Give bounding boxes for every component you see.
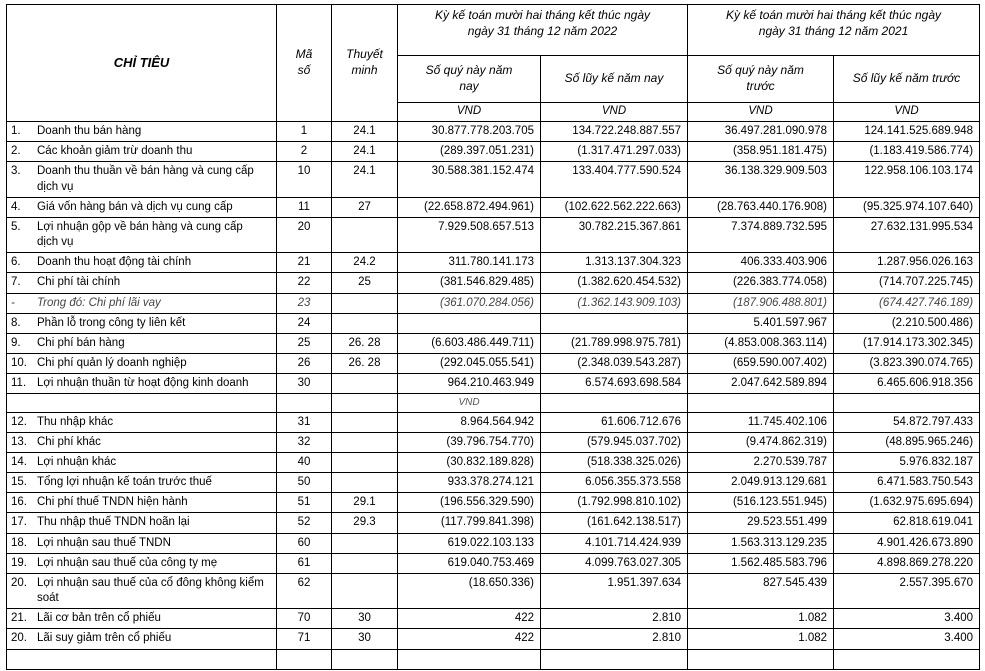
row-value-q-last-year: 1.082 — [688, 629, 834, 649]
row-label-cell — [7, 629, 277, 649]
row-value-cum-last-year: (48.895.965.246) — [834, 432, 980, 452]
header-thuyet-minh-line2: minh — [351, 63, 378, 77]
row-value-cum-last-year: (1.183.419.586.774) — [834, 142, 980, 162]
row-label: Giá vốn hàng bán và dịch vụ cung cấp — [37, 200, 233, 213]
row-value-q-last-year: 2.049.913.129.681 — [688, 473, 834, 493]
row-value-cum-this-year: 6.056.355.373.558 — [541, 473, 688, 493]
header-thuyet-minh — [332, 5, 398, 122]
row-label-cell — [7, 573, 277, 608]
empty-cell-note — [332, 649, 398, 669]
row-number: 2. — [11, 145, 21, 158]
row-code: 62 — [277, 573, 332, 608]
row-note — [332, 533, 398, 553]
row-note — [332, 374, 398, 394]
row-value-cum-this-year: 6.574.693.698.584 — [541, 374, 688, 394]
row-value-q-last-year: (187.906.488.801) — [688, 293, 834, 313]
row-label: Chi phí quản lý doanh nghiệp — [37, 357, 187, 370]
table-row — [7, 217, 980, 252]
row-label: Doanh thu hoạt động tài chính — [37, 256, 192, 269]
row-label-cell — [7, 273, 277, 293]
table-row — [7, 452, 980, 472]
header-ma-so-line2: số — [297, 63, 311, 77]
row-note: 24.1 — [332, 162, 398, 197]
row-value-q-last-year: 5.401.597.967 — [688, 313, 834, 333]
row-value-q-last-year: 1.082 — [688, 609, 834, 629]
row-note: 29.1 — [332, 493, 398, 513]
row-label-cell — [7, 122, 277, 142]
table-row — [7, 142, 980, 162]
row-number: 4. — [11, 200, 21, 213]
separator-unit-1: VND — [398, 394, 541, 412]
row-value-q-last-year: 29.523.551.499 — [688, 513, 834, 533]
header-quarter-last-year — [688, 56, 834, 103]
row-code: 52 — [277, 513, 332, 533]
row-value-cum-last-year: (3.823.390.074.765) — [834, 354, 980, 374]
row-value-q-last-year: 7.374.889.732.595 — [688, 217, 834, 252]
table-row — [7, 374, 980, 394]
row-value-cum-last-year: 4.901.426.673.890 — [834, 533, 980, 553]
row-number: 6. — [11, 256, 21, 269]
row-label: Thu nhập thuế TNDN hoãn lại — [37, 516, 190, 529]
row-value-cum-last-year: 6.465.606.918.356 — [834, 374, 980, 394]
row-code: 21 — [277, 253, 332, 273]
row-note — [332, 573, 398, 608]
empty-cell-3 — [688, 649, 834, 669]
row-value-q-last-year: (9.474.862.319) — [688, 432, 834, 452]
separator-cell-note — [332, 394, 398, 412]
header-quarter-last-year-line2: trước — [746, 79, 775, 93]
row-value-q-this-year: 30.588.381.152.474 — [398, 162, 541, 197]
row-label: Chi phí tài chính — [37, 276, 121, 289]
table-row — [7, 412, 980, 432]
row-label-cell — [7, 197, 277, 217]
row-note — [332, 217, 398, 252]
table-row — [7, 609, 980, 629]
row-number: 12. — [11, 415, 27, 428]
row-label: Chi phí khác — [37, 435, 101, 448]
row-number: 17. — [11, 516, 27, 529]
row-value-q-last-year: (358.951.181.475) — [688, 142, 834, 162]
row-label: Lãi cơ bản trên cổ phiếu — [37, 612, 161, 625]
header-cumulative-last-year: Số lũy kế năm trước — [834, 56, 980, 103]
row-label: Chi phí thuế TNDN hiện hành — [37, 496, 188, 509]
row-value-cum-this-year: (1.362.143.909.103) — [541, 293, 688, 313]
row-label: Lợi nhuận khác — [37, 455, 117, 468]
row-number: 20. — [11, 632, 27, 645]
row-label-cell — [7, 609, 277, 629]
row-value-cum-last-year: (714.707.225.745) — [834, 273, 980, 293]
row-value-q-this-year: (6.603.486.449.711) — [398, 333, 541, 353]
row-label-cell — [7, 553, 277, 573]
row-value-cum-this-year: 4.099.763.027.305 — [541, 553, 688, 573]
header-row-groups — [7, 5, 980, 56]
row-value-cum-last-year: 124.141.525.689.948 — [834, 122, 980, 142]
row-number: - — [11, 296, 15, 309]
row-value-cum-last-year: 122.958.106.103.174 — [834, 162, 980, 197]
row-code: 24 — [277, 313, 332, 333]
header-unit-2: VND — [541, 103, 688, 122]
row-code: 32 — [277, 432, 332, 452]
row-label: Lợi nhuận thuần từ hoạt động kinh doanh — [37, 377, 249, 390]
row-number: 21. — [11, 612, 27, 625]
row-label-cell — [7, 162, 277, 197]
row-value-cum-this-year: (161.642.138.517) — [541, 513, 688, 533]
table-row — [7, 293, 980, 313]
row-label: Thu nhập khác — [37, 415, 114, 428]
row-note: 26. 28 — [332, 333, 398, 353]
row-code: 23 — [277, 293, 332, 313]
row-number: 1. — [11, 125, 21, 137]
row-value-cum-this-year: (1.792.998.810.102) — [541, 493, 688, 513]
row-value-q-this-year: 422 — [398, 609, 541, 629]
row-note — [332, 452, 398, 472]
row-value-cum-this-year: 4.101.714.424.939 — [541, 533, 688, 553]
empty-cell-label — [7, 649, 277, 669]
row-code: 51 — [277, 493, 332, 513]
row-code: 30 — [277, 374, 332, 394]
table-row — [7, 629, 980, 649]
row-number: 13. — [11, 435, 27, 448]
row-value-cum-last-year: (674.427.746.189) — [834, 293, 980, 313]
row-note: 25 — [332, 273, 398, 293]
row-code: 70 — [277, 609, 332, 629]
separator-cell-2 — [541, 394, 688, 412]
table-row — [7, 162, 980, 197]
row-code: 25 — [277, 333, 332, 353]
row-number: 8. — [11, 316, 21, 329]
row-value-q-last-year: 2.047.642.589.894 — [688, 374, 834, 394]
table-row — [7, 122, 980, 142]
header-period-2022-line1: Kỳ kế toán mười hai tháng kết thúc ngày — [435, 8, 650, 22]
row-value-q-this-year: (18.650.336) — [398, 573, 541, 608]
row-value-cum-last-year: 1.287.956.026.163 — [834, 253, 980, 273]
row-note: 27 — [332, 197, 398, 217]
separator-cell-label — [7, 394, 277, 412]
row-number: 11. — [11, 377, 27, 390]
table-row — [7, 513, 980, 533]
row-value-q-this-year: (39.796.754.770) — [398, 432, 541, 452]
row-code: 60 — [277, 533, 332, 553]
row-value-cum-last-year: 27.632.131.995.534 — [834, 217, 980, 252]
row-label-cell — [7, 354, 277, 374]
row-number: 9. — [11, 336, 21, 349]
row-label-cell — [7, 493, 277, 513]
separator-cell-3 — [688, 394, 834, 412]
row-value-q-this-year: 311.780.141.173 — [398, 253, 541, 273]
row-value-cum-this-year: (579.945.037.702) — [541, 432, 688, 452]
row-code: 50 — [277, 473, 332, 493]
row-value-cum-this-year: 2.810 — [541, 609, 688, 629]
row-value-q-this-year: (30.832.189.828) — [398, 452, 541, 472]
table-row — [7, 493, 980, 513]
row-label: Phần lỗ trong công ty liên kết — [37, 316, 186, 329]
row-number: 10. — [11, 357, 27, 370]
row-label: Trong đó: Chi phí lãi vay — [37, 296, 161, 309]
row-code: 40 — [277, 452, 332, 472]
table-row — [7, 197, 980, 217]
separator-cell-4 — [834, 394, 980, 412]
row-value-cum-last-year: 2.557.395.670 — [834, 573, 980, 608]
header-unit-3: VND — [688, 103, 834, 122]
header-ma-so — [277, 5, 332, 122]
row-code: 31 — [277, 412, 332, 432]
row-code: 61 — [277, 553, 332, 573]
table-header — [7, 5, 980, 122]
row-value-q-last-year: (28.763.440.176.908) — [688, 197, 834, 217]
row-value-q-last-year: 2.270.539.787 — [688, 452, 834, 472]
row-note — [332, 293, 398, 313]
row-label-cell — [7, 432, 277, 452]
header-cumulative-this-year: Số lũy kế năm nay — [541, 56, 688, 103]
row-value-q-last-year: (226.383.774.058) — [688, 273, 834, 293]
row-value-q-this-year: 619.040.753.469 — [398, 553, 541, 573]
row-label: Các khoản giảm trừ doanh thu — [37, 145, 193, 158]
row-value-q-last-year: 36.138.329.909.503 — [688, 162, 834, 197]
income-statement-table — [6, 4, 980, 670]
row-label-cell — [7, 253, 277, 273]
row-code: 2 — [277, 142, 332, 162]
header-thuyet-minh-line1: Thuyết — [346, 47, 383, 62]
table-body — [7, 122, 980, 670]
table-row — [7, 573, 980, 608]
row-note — [332, 432, 398, 452]
row-number: 16. — [11, 496, 27, 509]
row-label-cell — [7, 473, 277, 493]
row-number: 14. — [11, 455, 27, 468]
row-label: Lợi nhuận sau thuế của cổ đông không kiểm soát — [37, 576, 264, 605]
row-label: Lợi nhuận sau thuế TNDN — [37, 536, 171, 549]
row-value-cum-this-year: (21.789.998.975.781) — [541, 333, 688, 353]
header-unit-1: VND — [398, 103, 541, 122]
row-number: 5. — [11, 220, 21, 233]
row-note: 24.2 — [332, 253, 398, 273]
row-code: 26 — [277, 354, 332, 374]
row-label: Lãi suy giảm trên cổ phiếu — [37, 632, 172, 645]
empty-cell-4 — [834, 649, 980, 669]
table-row — [7, 354, 980, 374]
row-note: 29.3 — [332, 513, 398, 533]
header-unit-4: VND — [834, 103, 980, 122]
row-value-q-this-year: 8.964.564.942 — [398, 412, 541, 432]
row-label: Lợi nhuận sau thuế của công ty mẹ — [37, 556, 218, 569]
row-value-q-last-year: 827.545.439 — [688, 573, 834, 608]
row-value-q-this-year: (361.070.284.056) — [398, 293, 541, 313]
row-number: 15. — [11, 476, 27, 489]
row-value-q-last-year: 406.333.403.906 — [688, 253, 834, 273]
table-row-empty — [7, 649, 980, 669]
row-value-cum-this-year: (1.382.620.454.532) — [541, 273, 688, 293]
row-note: 30 — [332, 629, 398, 649]
empty-cell-code — [277, 649, 332, 669]
row-value-q-this-year: (381.546.829.485) — [398, 273, 541, 293]
header-ma-so-line1: Mã — [295, 47, 313, 62]
row-label-cell — [7, 313, 277, 333]
empty-cell-1 — [398, 649, 541, 669]
empty-cell-2 — [541, 649, 688, 669]
row-value-cum-last-year: (17.914.173.302.345) — [834, 333, 980, 353]
row-code: 11 — [277, 197, 332, 217]
row-note: 30 — [332, 609, 398, 629]
row-value-cum-this-year: (1.317.471.297.033) — [541, 142, 688, 162]
row-label: Chi phí bán hàng — [37, 336, 125, 349]
header-quarter-this-year-line1: Số quý này năm — [425, 63, 513, 78]
table-row — [7, 473, 980, 493]
row-number: 18. — [11, 536, 27, 549]
row-value-cum-this-year: 61.606.712.676 — [541, 412, 688, 432]
row-value-cum-this-year: (518.338.325.026) — [541, 452, 688, 472]
row-value-q-this-year: 422 — [398, 629, 541, 649]
row-label-cell — [7, 533, 277, 553]
row-number: 19. — [11, 556, 27, 569]
header-period-2021-line1: Kỳ kế toán mười hai tháng kết thúc ngày — [726, 8, 942, 22]
row-note — [332, 412, 398, 432]
row-label: Tổng lợi nhuận kế toán trước thuế — [37, 476, 212, 489]
row-number: 20. — [11, 576, 27, 589]
row-note — [332, 553, 398, 573]
header-period-2022-line2: ngày 31 tháng 12 năm 2022 — [467, 23, 618, 38]
table-row — [7, 273, 980, 293]
row-value-q-this-year: 7.929.508.657.513 — [398, 217, 541, 252]
header-period-2022 — [398, 5, 688, 56]
row-label-cell — [7, 452, 277, 472]
row-note: 24.1 — [332, 122, 398, 142]
row-value-q-last-year: (516.123.551.945) — [688, 493, 834, 513]
row-value-cum-last-year: 4.898.869.278.220 — [834, 553, 980, 573]
header-quarter-this-year — [398, 56, 541, 103]
table-row — [7, 432, 980, 452]
row-value-cum-this-year: 1.951.397.634 — [541, 573, 688, 608]
row-note — [332, 313, 398, 333]
row-value-q-last-year: (659.590.007.402) — [688, 354, 834, 374]
row-label-cell — [7, 217, 277, 252]
row-value-cum-last-year: 3.400 — [834, 609, 980, 629]
row-label-cell — [7, 333, 277, 353]
row-value-cum-this-year: 134.722.248.887.557 — [541, 122, 688, 142]
row-value-cum-last-year: 6.471.583.750.543 — [834, 473, 980, 493]
row-number: 3. — [11, 165, 21, 178]
header-period-2021 — [688, 5, 980, 56]
table-row — [7, 313, 980, 333]
row-label: Lợi nhuận gộp về bán hàng và cung cấp dịch vụ — [37, 220, 243, 249]
row-value-cum-this-year — [541, 313, 688, 333]
table-row — [7, 253, 980, 273]
row-value-q-this-year: (196.556.329.590) — [398, 493, 541, 513]
row-label: Doanh thu bán hàng — [37, 125, 142, 137]
row-note: 26. 28 — [332, 354, 398, 374]
row-value-q-last-year: 1.562.485.583.796 — [688, 553, 834, 573]
row-label-cell — [7, 374, 277, 394]
row-value-cum-last-year: (95.325.974.107.640) — [834, 197, 980, 217]
row-value-q-last-year: (4.853.008.363.114) — [688, 333, 834, 353]
header-quarter-last-year-line1: Số quý này năm — [717, 63, 804, 78]
row-code: 1 — [277, 122, 332, 142]
row-label-cell — [7, 142, 277, 162]
row-value-cum-last-year: 54.872.797.433 — [834, 412, 980, 432]
table-row — [7, 553, 980, 573]
row-value-cum-this-year: 1.313.137.304.323 — [541, 253, 688, 273]
row-value-q-this-year: (22.658.872.494.961) — [398, 197, 541, 217]
row-value-q-last-year: 1.563.313.129.235 — [688, 533, 834, 553]
row-value-q-this-year: 933.378.274.121 — [398, 473, 541, 493]
row-label: Doanh thu thuần về bán hàng và cung cấp dịch vụ — [37, 165, 254, 193]
row-number: 7. — [11, 276, 21, 289]
row-value-q-this-year: (292.045.055.541) — [398, 354, 541, 374]
row-value-q-this-year: (289.397.051.231) — [398, 142, 541, 162]
row-code: 22 — [277, 273, 332, 293]
row-code: 71 — [277, 629, 332, 649]
row-value-cum-last-year: 3.400 — [834, 629, 980, 649]
row-label-cell — [7, 293, 277, 313]
row-value-cum-last-year: 5.976.832.187 — [834, 452, 980, 472]
row-value-q-this-year: 619.022.103.133 — [398, 533, 541, 553]
row-value-q-this-year — [398, 313, 541, 333]
separator-cell-code — [277, 394, 332, 412]
table-row — [7, 533, 980, 553]
row-value-cum-this-year: (102.622.562.222.663) — [541, 197, 688, 217]
row-value-cum-this-year: 2.810 — [541, 629, 688, 649]
row-value-cum-this-year: 30.782.215.367.861 — [541, 217, 688, 252]
row-value-q-this-year: (117.799.841.398) — [398, 513, 541, 533]
header-quarter-this-year-line2: nay — [459, 79, 479, 93]
section-separator — [7, 394, 980, 412]
row-value-cum-this-year: 133.404.777.590.524 — [541, 162, 688, 197]
header-period-2021-line2: ngày 31 tháng 12 năm 2021 — [758, 23, 909, 38]
row-note — [332, 473, 398, 493]
row-value-cum-this-year: (2.348.039.543.287) — [541, 354, 688, 374]
row-value-q-last-year: 36.497.281.090.978 — [688, 122, 834, 142]
row-value-q-this-year: 964.210.463.949 — [398, 374, 541, 394]
header-chi-tieu: CHỈ TIÊU — [7, 5, 277, 122]
row-value-q-this-year: 30.877.778.203.705 — [398, 122, 541, 142]
row-code: 20 — [277, 217, 332, 252]
row-value-cum-last-year: (1.632.975.695.694) — [834, 493, 980, 513]
row-note: 24.1 — [332, 142, 398, 162]
row-label-cell — [7, 412, 277, 432]
row-value-cum-last-year: 62.818.619.041 — [834, 513, 980, 533]
row-value-cum-last-year: (2.210.500.486) — [834, 313, 980, 333]
table-row — [7, 333, 980, 353]
row-code: 10 — [277, 162, 332, 197]
row-label-cell — [7, 513, 277, 533]
row-value-q-last-year: 11.745.402.106 — [688, 412, 834, 432]
